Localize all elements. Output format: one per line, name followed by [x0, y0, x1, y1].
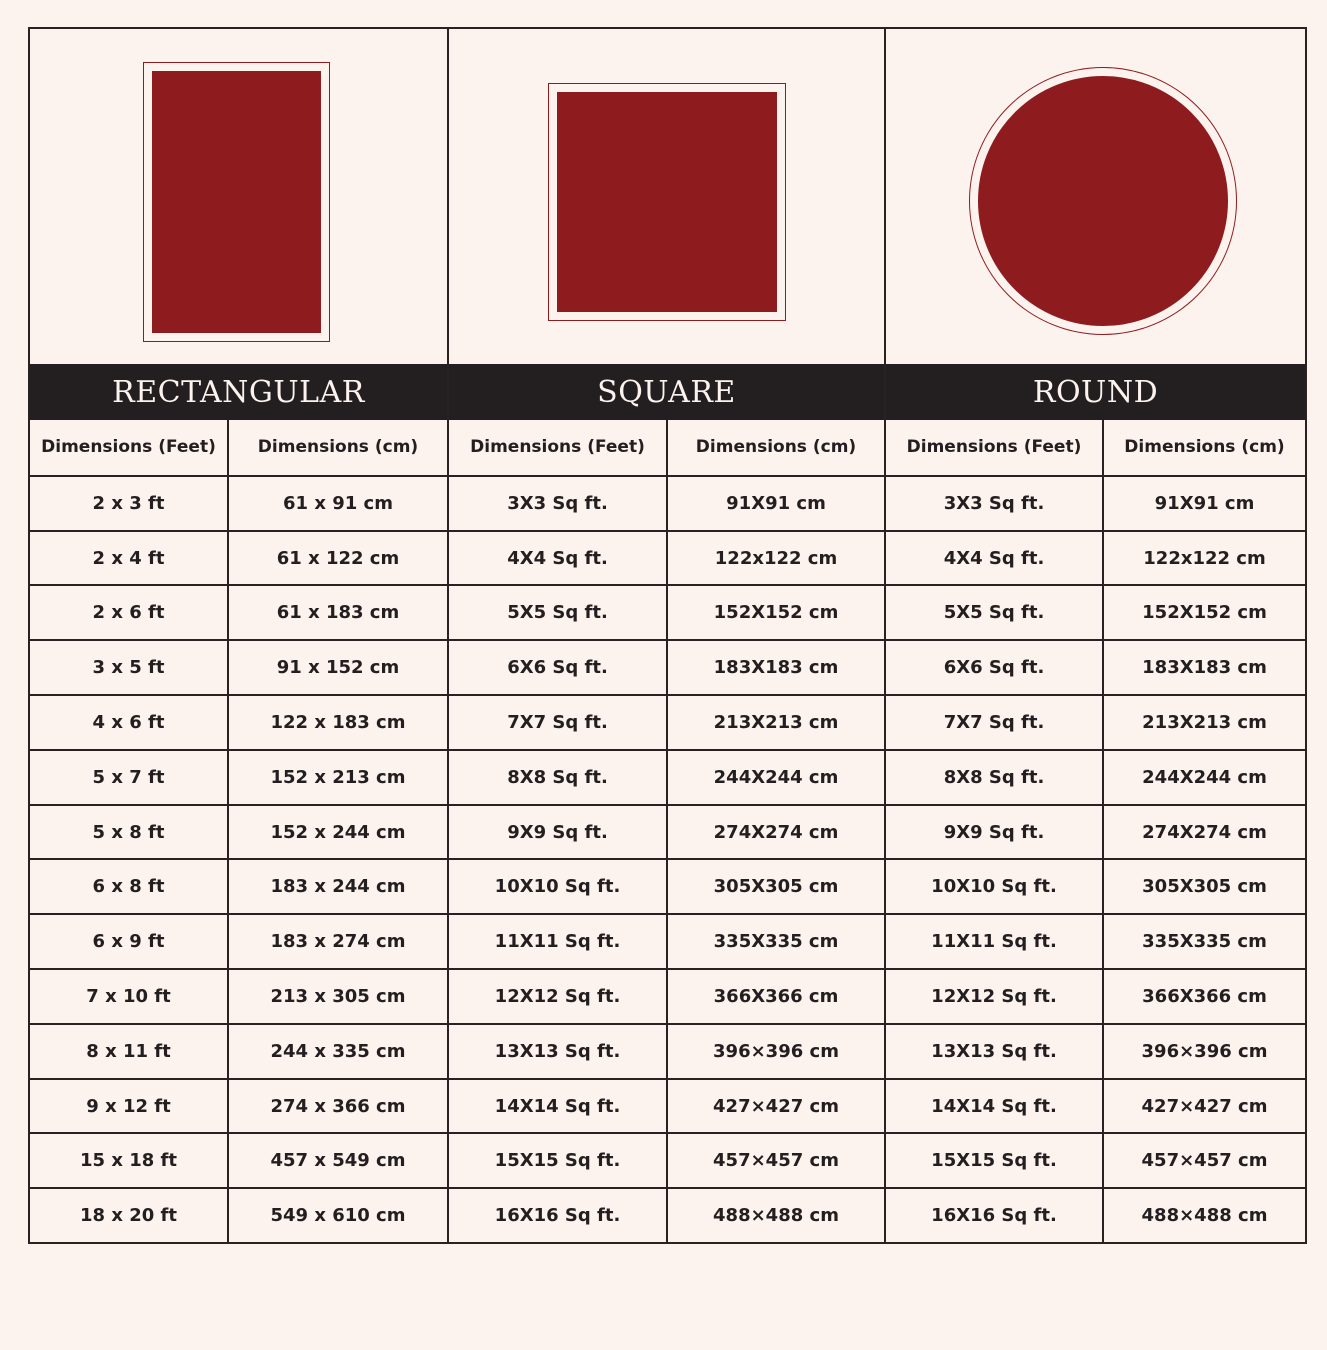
size-feet-cell: 5X5 Sq ft.	[943, 602, 1045, 624]
size-cm-cell: 152X152 cm	[1102, 586, 1305, 639]
size-cm-cell: 274X274 cm	[666, 806, 884, 859]
size-cm-cell: 122x122 cm	[666, 532, 884, 585]
column-header-cm: Dimensions (cm)	[227, 420, 447, 475]
table-row	[30, 968, 447, 1023]
size-feet-cell: 3X3 Sq ft.	[507, 492, 608, 514]
round-rug-illustration	[970, 68, 1236, 334]
table-row	[449, 1132, 884, 1187]
column-header-feet: Dimensions (Feet)	[41, 437, 216, 458]
size-cm-cell: 183 x 274 cm	[227, 915, 447, 968]
size-cm-cell: 183X183 cm	[1102, 641, 1305, 694]
table-row	[449, 475, 884, 530]
table-row	[449, 804, 884, 859]
table-row	[886, 475, 1305, 530]
table-row	[30, 694, 447, 749]
table-row	[30, 804, 447, 859]
size-cm-cell: 396×396 cm	[666, 1025, 884, 1078]
column-header-cm: Dimensions (cm)	[1102, 420, 1305, 475]
size-feet-cell: 15X15 Sq ft.	[931, 1150, 1057, 1172]
section-title: RECTANGULAR	[30, 364, 447, 420]
size-feet-cell: 6X6 Sq ft.	[943, 657, 1045, 679]
table-row	[30, 913, 447, 968]
size-cm-cell: 213X213 cm	[666, 696, 884, 749]
section-rectangular	[30, 29, 447, 1242]
size-feet-cell: 4X4 Sq ft.	[943, 547, 1045, 569]
size-table	[30, 420, 447, 1242]
table-row	[886, 1187, 1305, 1242]
table-row	[449, 639, 884, 694]
table-row	[30, 1078, 447, 1133]
table-row	[449, 749, 884, 804]
size-cm-cell: 427×427 cm	[1102, 1080, 1305, 1133]
size-feet-cell: 2 x 6 ft	[92, 602, 165, 624]
size-cm-cell: 457×457 cm	[666, 1134, 884, 1187]
section-round	[884, 29, 1305, 1242]
size-feet-cell: 11X11 Sq ft.	[494, 931, 621, 953]
size-feet-cell: 6 x 8 ft	[92, 876, 165, 898]
column-header-feet: Dimensions (Feet)	[906, 437, 1082, 458]
section-title: SQUARE	[449, 364, 884, 420]
table-row	[449, 530, 884, 585]
size-cm-cell: 244X244 cm	[666, 751, 884, 804]
size-cm-cell: 91X91 cm	[1102, 477, 1305, 530]
size-cm-cell: 61 x 122 cm	[227, 532, 447, 585]
size-feet-cell: 6X6 Sq ft.	[507, 657, 608, 679]
size-feet-cell: 7X7 Sq ft.	[507, 711, 608, 733]
size-feet-cell: 4X4 Sq ft.	[507, 547, 608, 569]
size-cm-cell: 457×457 cm	[1102, 1134, 1305, 1187]
size-cm-cell: 213X213 cm	[1102, 696, 1305, 749]
size-cm-cell: 61 x 91 cm	[227, 477, 447, 530]
column-header-feet: Dimensions (Feet)	[470, 437, 645, 458]
table-header-row	[30, 420, 447, 475]
table-row	[449, 694, 884, 749]
size-feet-cell: 9 x 12 ft	[86, 1095, 171, 1117]
section-title: ROUND	[886, 364, 1305, 420]
size-feet-cell: 10X10 Sq ft.	[931, 876, 1057, 898]
size-cm-cell: 61 x 183 cm	[227, 586, 447, 639]
column-header-cm: Dimensions (cm)	[666, 420, 884, 475]
size-cm-cell: 305X305 cm	[1102, 860, 1305, 913]
size-table	[449, 420, 884, 1242]
illustration-panel	[886, 29, 1305, 364]
table-row	[886, 968, 1305, 1023]
size-feet-cell: 15X15 Sq ft.	[494, 1150, 621, 1172]
table-row	[449, 584, 884, 639]
size-cm-cell: 244X244 cm	[1102, 751, 1305, 804]
size-feet-cell: 13X13 Sq ft.	[494, 1040, 621, 1062]
size-cm-cell: 213 x 305 cm	[227, 970, 447, 1023]
size-table	[886, 420, 1305, 1242]
size-cm-cell: 274 x 366 cm	[227, 1080, 447, 1133]
size-cm-cell: 274X274 cm	[1102, 806, 1305, 859]
size-cm-cell: 396×396 cm	[1102, 1025, 1305, 1078]
table-row	[886, 530, 1305, 585]
size-cm-cell: 122x122 cm	[1102, 532, 1305, 585]
size-cm-cell: 335X335 cm	[666, 915, 884, 968]
size-cm-cell: 305X305 cm	[666, 860, 884, 913]
table-row	[30, 530, 447, 585]
size-cm-cell: 457 x 549 cm	[227, 1134, 447, 1187]
size-feet-cell: 9X9 Sq ft.	[507, 821, 608, 843]
table-row	[886, 1078, 1305, 1133]
table-row	[886, 858, 1305, 913]
table-row	[30, 749, 447, 804]
size-feet-cell: 5X5 Sq ft.	[507, 602, 608, 624]
size-cm-cell: 366X366 cm	[666, 970, 884, 1023]
size-cm-cell: 549 x 610 cm	[227, 1189, 447, 1242]
table-row	[886, 749, 1305, 804]
size-cm-cell: 427×427 cm	[666, 1080, 884, 1133]
size-feet-cell: 5 x 8 ft	[92, 821, 165, 843]
size-cm-cell: 244 x 335 cm	[227, 1025, 447, 1078]
size-cm-cell: 152X152 cm	[666, 586, 884, 639]
section-square	[447, 29, 884, 1242]
size-feet-cell: 2 x 3 ft	[92, 492, 165, 514]
size-cm-cell: 91 x 152 cm	[227, 641, 447, 694]
size-feet-cell: 10X10 Sq ft.	[494, 876, 621, 898]
size-feet-cell: 4 x 6 ft	[92, 711, 165, 733]
table-row	[886, 584, 1305, 639]
table-row	[30, 1023, 447, 1078]
illustration-panel	[30, 29, 447, 364]
size-cm-cell: 152 x 244 cm	[227, 806, 447, 859]
size-feet-cell: 13X13 Sq ft.	[931, 1040, 1057, 1062]
illustration-panel	[449, 29, 884, 364]
size-feet-cell: 3 x 5 ft	[92, 657, 165, 679]
size-feet-cell: 14X14 Sq ft.	[494, 1095, 621, 1117]
size-cm-cell: 122 x 183 cm	[227, 696, 447, 749]
size-feet-cell: 5 x 7 ft	[92, 766, 165, 788]
table-row	[886, 694, 1305, 749]
table-row	[449, 1187, 884, 1242]
table-row	[886, 639, 1305, 694]
size-cm-cell: 366X366 cm	[1102, 970, 1305, 1023]
size-cm-cell: 152 x 213 cm	[227, 751, 447, 804]
size-cm-cell: 183X183 cm	[666, 641, 884, 694]
table-row	[30, 1187, 447, 1242]
rug-size-chart	[28, 27, 1307, 1244]
table-row	[30, 858, 447, 913]
size-cm-cell: 488×488 cm	[666, 1189, 884, 1242]
size-feet-cell: 7X7 Sq ft.	[943, 711, 1045, 733]
table-header-row	[886, 420, 1305, 475]
size-feet-cell: 2 x 4 ft	[92, 547, 165, 569]
table-row	[30, 584, 447, 639]
table-row	[886, 1132, 1305, 1187]
size-cm-cell: 183 x 244 cm	[227, 860, 447, 913]
size-feet-cell: 8 x 11 ft	[86, 1040, 171, 1062]
table-row	[449, 968, 884, 1023]
size-feet-cell: 12X12 Sq ft.	[494, 985, 621, 1007]
table-row	[886, 913, 1305, 968]
size-feet-cell: 8X8 Sq ft.	[943, 766, 1045, 788]
size-cm-cell: 488×488 cm	[1102, 1189, 1305, 1242]
size-feet-cell: 3X3 Sq ft.	[943, 492, 1045, 514]
size-feet-cell: 9X9 Sq ft.	[943, 821, 1045, 843]
square-rug-illustration	[549, 84, 785, 320]
size-feet-cell: 8X8 Sq ft.	[507, 766, 608, 788]
table-header-row	[449, 420, 884, 475]
size-feet-cell: 16X16 Sq ft.	[494, 1205, 621, 1227]
table-row	[30, 475, 447, 530]
table-row	[30, 1132, 447, 1187]
size-feet-cell: 6 x 9 ft	[92, 931, 165, 953]
size-feet-cell: 14X14 Sq ft.	[931, 1095, 1057, 1117]
size-cm-cell: 335X335 cm	[1102, 915, 1305, 968]
size-feet-cell: 7 x 10 ft	[86, 985, 171, 1007]
size-feet-cell: 12X12 Sq ft.	[931, 985, 1057, 1007]
table-row	[449, 1078, 884, 1133]
size-feet-cell: 18 x 20 ft	[80, 1205, 177, 1227]
table-row	[886, 1023, 1305, 1078]
size-feet-cell: 16X16 Sq ft.	[931, 1205, 1057, 1227]
table-row	[449, 913, 884, 968]
table-row	[886, 804, 1305, 859]
table-row	[449, 1023, 884, 1078]
table-row	[449, 858, 884, 913]
rectangular-rug-illustration	[144, 63, 329, 341]
size-feet-cell: 11X11 Sq ft.	[931, 931, 1057, 953]
table-row	[30, 639, 447, 694]
size-feet-cell: 15 x 18 ft	[80, 1150, 177, 1172]
size-cm-cell: 91X91 cm	[666, 477, 884, 530]
